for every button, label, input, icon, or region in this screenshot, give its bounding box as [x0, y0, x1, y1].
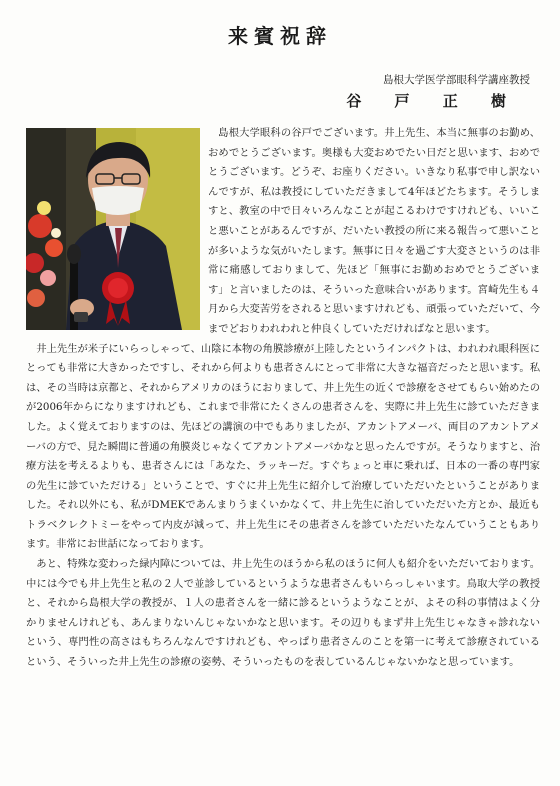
photo-spacer	[26, 124, 208, 338]
author-name: 谷 戸 正 樹	[346, 92, 520, 110]
paragraph-3: あと、特殊な変わった緑内障については、井上先生のほうから私のほうに何人も紹介をいただいております。中には今でも井上先生と私の２人で並診しているというような患者さんもいらっしゃいます。鳥取大学の教授と、それから島根大学の教授が、１人の患者さんを一緒に診るというようなことが、よその科の事情はよく分かりませんけれども、あんまりないんじゃないかなと思います。その辺りもまず井上先生じゃなきゃ診れないという、専門性の高さはもちろんなんですけれども、やっぱり患者さんのことを第一に考えて診療されているという、そういった井上先生の診療の姿勢、そういったものを表しているんじゃないかなと思っています。	[26, 558, 540, 669]
paragraph-2: 井上先生が米子にいらっしゃって、山陰に本物の角膜診療が上陸したというインパクトは、われわれ眼科医にとっても非常に大きかったですし、それから何よりも患者さんにとって非常に大きな福音だったと思います。私は、その当時は京都と、それからアメリカのほうにおりまして、井上先生の近くで診療をさせてもらい始めたのが2006年からになりますけれども、これまで非常にたくさんの患者さんを、実際に井上先生に診ていただきました。よく覚えておりますのは、先ほどの講演の中でもありましたが、アカントアメーバ、両目のアカントアメーバの方で、見た瞬間に普通の角膜炎じゃなくてアカントアメーバかなと思ったんですが。そうなりますと、治療方法を考えるよりも、患者さんには「あなた、ラッキーだ。すぐちょっと車に乗れば、日本の一番の専門家の先生に診ていただける」ということで、すぐに井上先生に紹介して治療していただいたということがありました。それ以外にも、私がDMEKであんまりうまくいかなくて、井上先生に治していただいた方とか、最近もトラベクレクトミーをやって内皮が減って、井上先生にその患者さんを診ていただいたなんていうこともあります。非常にお世話になっております。	[26, 342, 540, 551]
paragraph-1: 島根大学眼科の谷戸でございます。井上先生、本当に無事のお勤め、おめでとうございます。奥様も大変おめでたい日だと思います、おめでとうございます。どうぞ、お座りください。いきなり私事で申し訳ないんですが、私は教授にしていただきまして4年ほどたちます。そうしますと、教室の中で日々いろんなことが起こるわけですけれども、いいこと悪いことがあるんですが、だいたい教授の所に来る報告って悪いことが多いような気がいたします。無事に日々を過ごす大変さというのは非常に痛感しておりまして、先ほど「無事にお勤めおめでとうございます」と言いましたのは、そういった意味合いがあります。宮崎先生も４月から大変苦労をされると思いますけれども、頑張っていただいて、今までどおりわれわれと仲良くしていただければなと思います。	[208, 127, 540, 335]
document-title: 来賓祝辞	[228, 24, 332, 48]
author-affiliation: 島根大学医学部眼科学講座教授	[383, 74, 530, 86]
article-body	[26, 124, 540, 673]
